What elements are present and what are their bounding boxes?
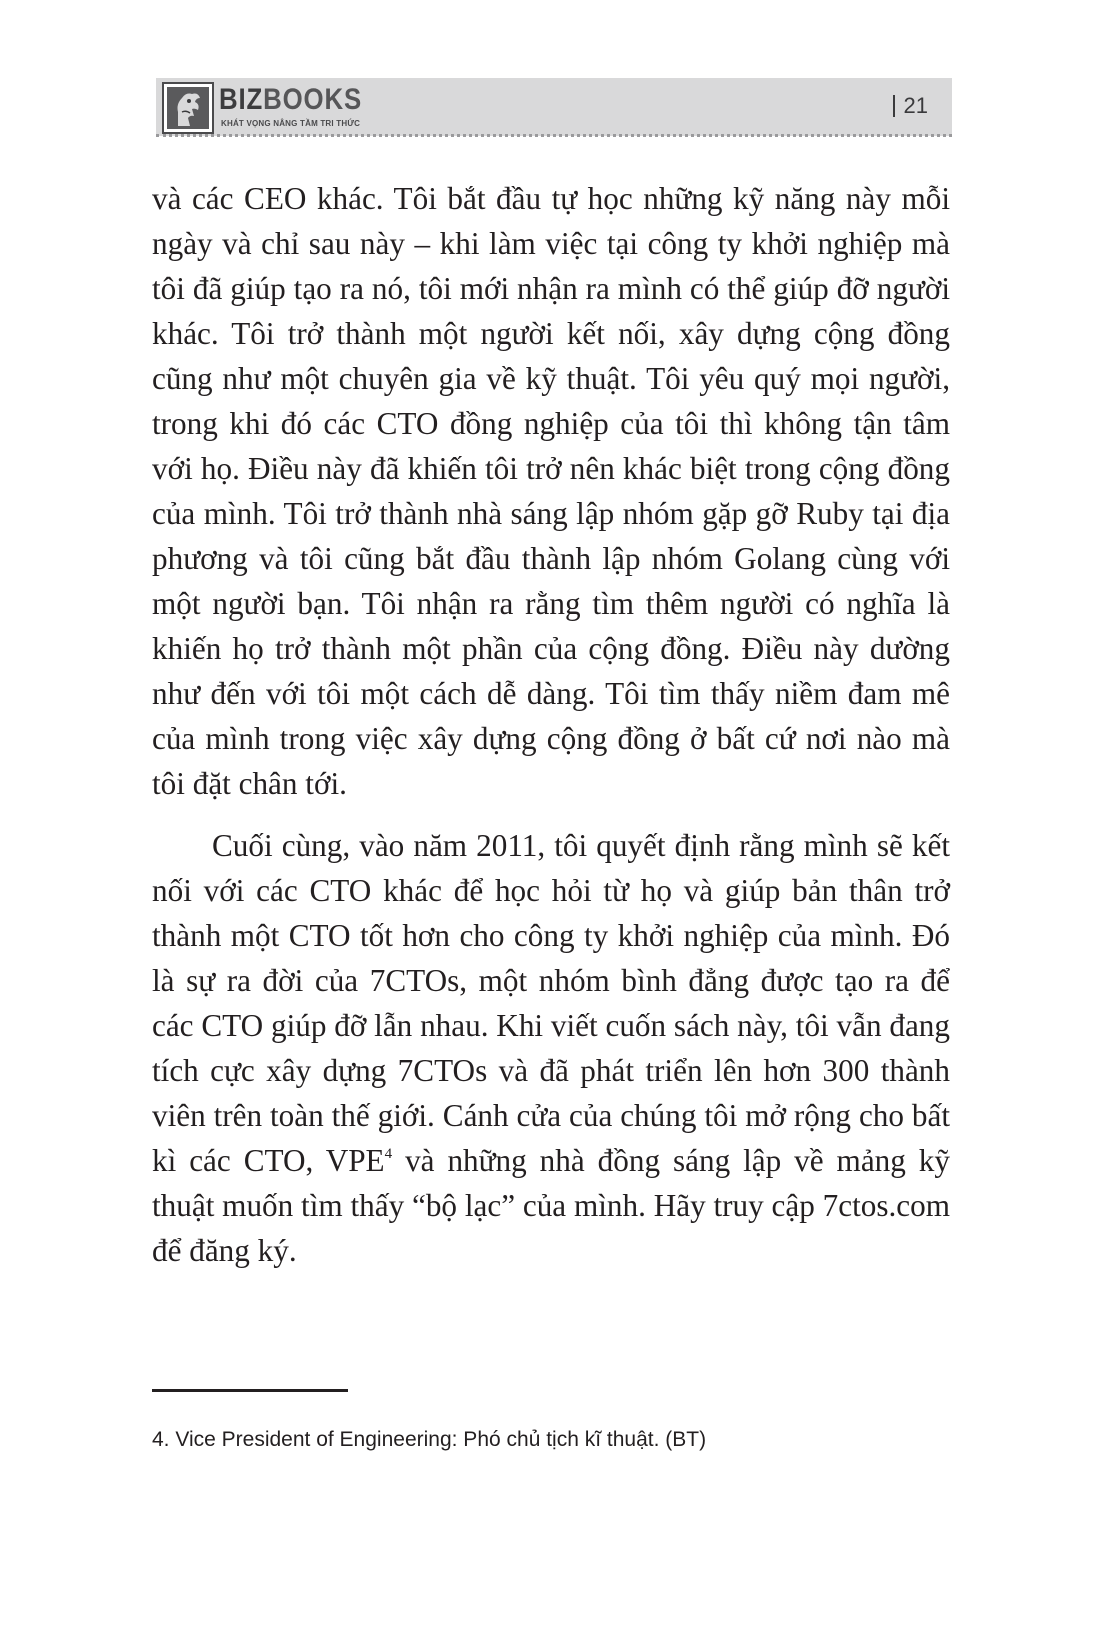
paragraph-2: [152, 823, 950, 1273]
footnote-reference: 4: [384, 1146, 393, 1162]
paragraph-1: và các CEO khác. Tôi bắt đầu tự học những kỹ năng này mỗi ngày và chỉ sau này – khi làm việc tại công ty khởi nghiệp mà tôi đã giúp tạo ra nó, tôi mới nhận ra mình có thể giúp đỡ người khác. Tôi trở thành một người kết nối, xây dựng cộng đồng cũng như một chuyên gia về kỹ thuật. Tôi yêu quý mọi người, trong khi đó các CTO đồng nghiệp của tôi thì không tận tâm với họ. Điều này đã khiến tôi trở nên khác biệt trong cộng đồng của mình. Tôi trở thành nhà sáng lập nhóm gặp gỡ Ruby tại địa phương và tôi cũng bắt đầu thành lập nhóm Golang cùng với một người bạn. Tôi nhận ra rằng tìm thêm người có nghĩa là khiến họ trở thành một phần của cộng đồng. Điều này dường như đến với tôi một cách dễ dàng. Tôi tìm thấy niềm đam mê của mình trong việc xây dựng cộng đồng ở bất cứ nơi nào mà tôi đặt chân tới.: [152, 181, 950, 801]
body-text: [152, 176, 950, 1273]
brand-light-text: BOOKS: [263, 83, 363, 116]
footnote: 4. Vice President of Engineering: Phó chủ tịch kĩ thuật. (BT): [152, 1428, 707, 1451]
page-number: 21: [903, 93, 928, 118]
brand-tagline: KHÁT VỌNG NÂNG TẦM TRI THỨC: [221, 119, 361, 128]
paragraph-2-text-b: và những nhà đồng sáng lập về mảng kỹ thuật muốn tìm thấy “bộ lạc” của mình. Hãy truy cập 7ctos.com để đăng ký.: [152, 1143, 950, 1268]
brand-bold-text: BIZ: [219, 83, 264, 116]
brand-wordmark: [219, 84, 362, 116]
page-number-block: [893, 92, 928, 120]
paragraph-2-text-a: Cuối cùng, vào năm 2011, tôi quyết định rằng mình sẽ kết nối với các CTO khác để học hỏi từ họ và giúp bản thân trở thành một CTO tốt hơn cho công ty khởi nghiệp của mình. Đó là sự ra đời của 7CTOs, một nhóm bình đẳng được tạo ra để các CTO giúp đỡ lẫn nhau. Khi viết cuốn sách này, tôi vẫn đang tích cực xây dựng 7CTOs và đã phát triển lên hơn 300 thành viên trên toàn thế giới. Cánh cửa của chúng tôi mở rộng cho bất kì các CTO, VPE: [152, 828, 950, 1178]
page-number-divider: [893, 95, 895, 117]
bizbooks-logo-icon: [162, 82, 214, 134]
header-dotted-rule: [156, 134, 952, 137]
footnote-separator: [152, 1389, 348, 1392]
